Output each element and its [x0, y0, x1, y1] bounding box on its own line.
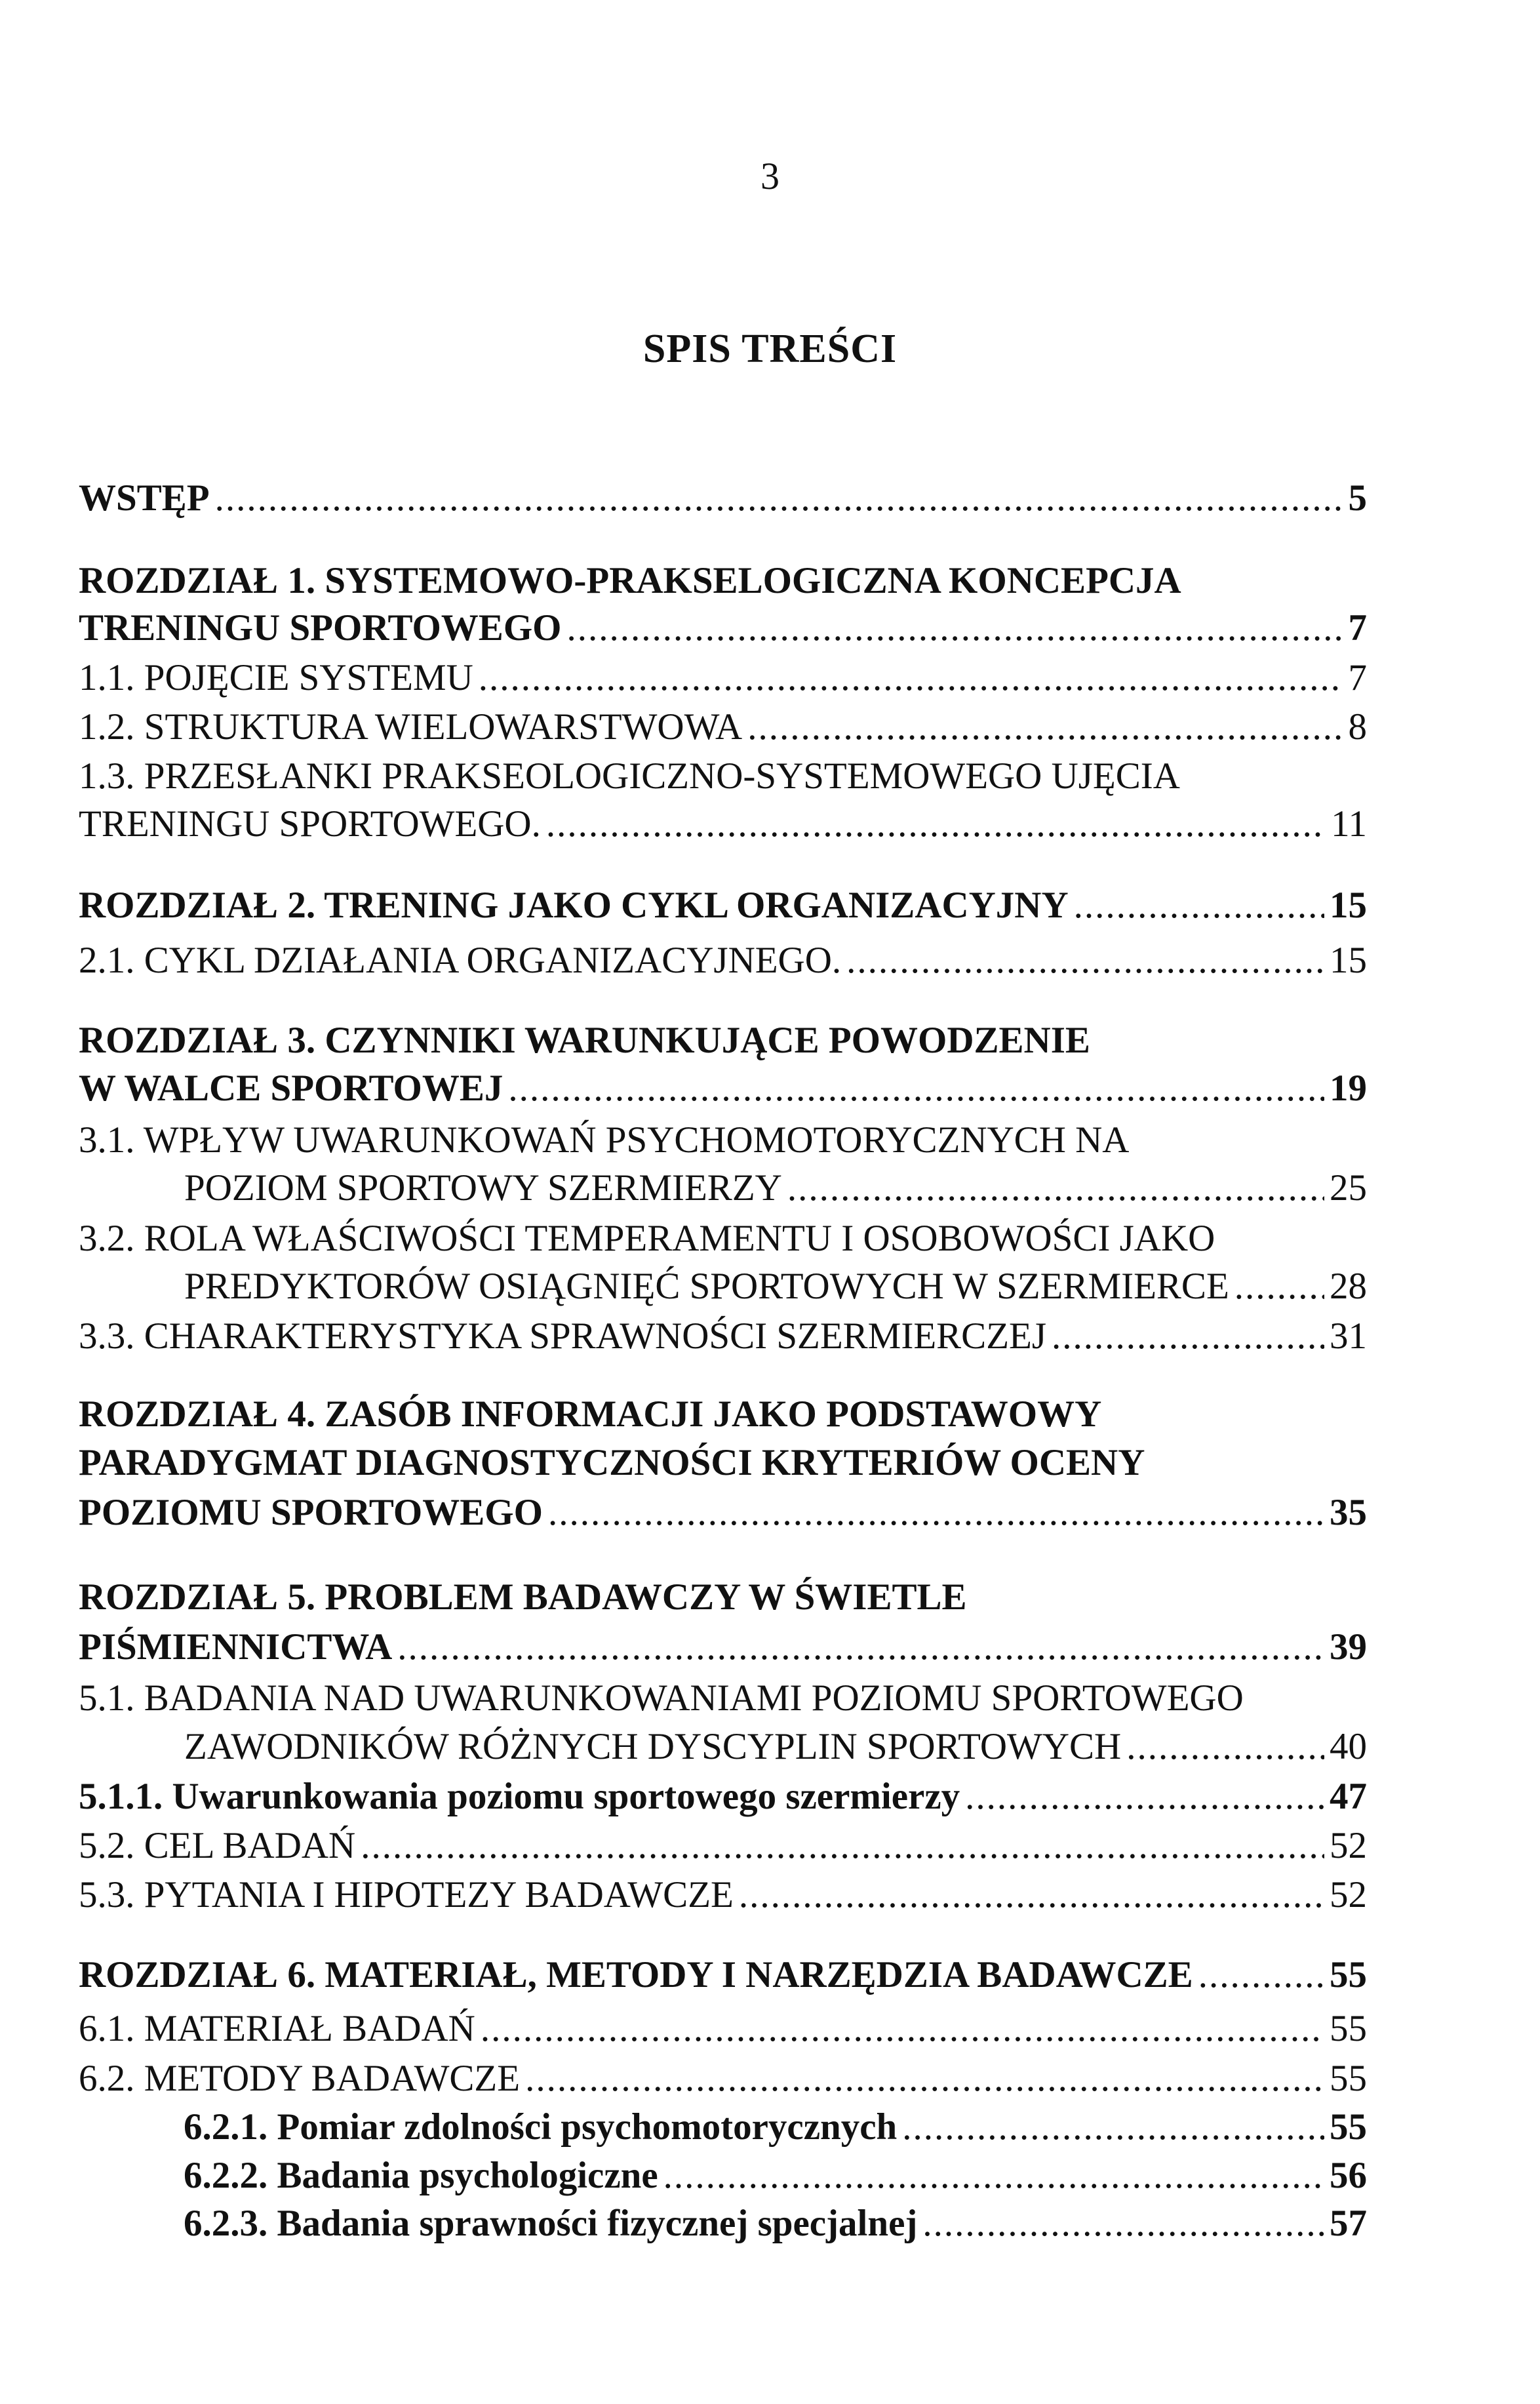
- dot-leader: [508, 1065, 1324, 1112]
- toc-section-3-2-line1[interactable]: 3.2. ROLA WŁAŚCIWOŚCI TEMPERAMENTU I OSOBOWOŚCI JAKO: [79, 1218, 1215, 1259]
- page-number: 3: [760, 155, 780, 197]
- toc-section-3-3[interactable]: [79, 1313, 1367, 1360]
- toc-section-5-2[interactable]: [79, 1822, 1367, 1870]
- dot-leader: [361, 1822, 1324, 1870]
- toc-entry-label: 5.2. CEL BADAŃ: [79, 1825, 356, 1866]
- toc-entry-page: 15: [1330, 940, 1367, 981]
- dot-leader: [965, 1773, 1324, 1820]
- toc-entry-page: 15: [1330, 885, 1367, 926]
- toc-section-5-3[interactable]: [79, 1872, 1367, 1919]
- toc-entry-label: 5.1.1. Uwarunkowania poziomu sportowego szermierzy: [79, 1776, 960, 1817]
- toc-entry-page: 5: [1348, 477, 1367, 519]
- toc-entry-page: 52: [1330, 1874, 1367, 1915]
- toc-entry-page: 11: [1331, 803, 1367, 845]
- toc-entry-page: 57: [1330, 2203, 1367, 2244]
- dot-leader: [397, 1624, 1324, 1671]
- toc-section-1-3[interactable]: [79, 801, 1367, 848]
- toc-entry-label: 6.2.1. Pomiar zdolności psychomotorycznych: [184, 2106, 898, 2148]
- toc-entry-label: 3.3. CHARAKTERYSTYKA SPRAWNOŚCI SZERMIERCZEJ: [79, 1315, 1047, 1357]
- toc-chapter-5-line1[interactable]: ROZDZIAŁ 5. PROBLEM BADAWCZY W ŚWIETLE: [79, 1576, 967, 1618]
- dot-leader: [1052, 1313, 1324, 1360]
- toc-entry-label: 6.2.3. Badania sprawności fizycznej specjalnej: [184, 2203, 918, 2244]
- toc-chapter-1[interactable]: [79, 605, 1367, 652]
- dot-leader: [567, 605, 1343, 652]
- dot-leader: [922, 2200, 1324, 2247]
- toc-section-1-1[interactable]: [79, 654, 1367, 702]
- toc-section-6-1[interactable]: [79, 2005, 1367, 2053]
- toc-chapter-5[interactable]: [79, 1624, 1367, 1671]
- toc-entry-label: ROZDZIAŁ 2. TRENING JAKO CYKL ORGANIZACYJNY: [79, 885, 1069, 926]
- dot-leader: [1234, 1263, 1324, 1310]
- toc-entry-page: 55: [1330, 2058, 1367, 2099]
- toc-chapter-3[interactable]: [79, 1065, 1367, 1112]
- toc-chapter-3-line1[interactable]: ROZDZIAŁ 3. CZYNNIKI WARUNKUJĄCE POWODZENIE: [79, 1020, 1090, 1061]
- toc-entry-page: 7: [1348, 607, 1367, 649]
- toc-entry-page: 39: [1330, 1626, 1367, 1668]
- page-title: SPIS TREŚCI: [642, 327, 898, 371]
- dot-leader: [479, 654, 1343, 702]
- toc-entry-page: 52: [1330, 1825, 1367, 1866]
- toc-section-2-1[interactable]: [79, 937, 1367, 984]
- dot-leader: [525, 2055, 1324, 2102]
- toc-entry-page: 25: [1330, 1167, 1367, 1209]
- toc-entry-page: 40: [1330, 1726, 1367, 1767]
- dot-leader: [902, 2104, 1324, 2151]
- toc-chapter-1-line1[interactable]: ROZDZIAŁ 1. SYSTEMOWO-PRAKSELOGICZNA KONCEPCJA: [79, 560, 1181, 601]
- toc-chapter-4-line2[interactable]: PARADYGMAT DIAGNOSTYCZNOŚCI KRYTERIÓW OCENY: [79, 1442, 1145, 1483]
- toc-entry-page: 35: [1330, 1492, 1367, 1533]
- toc-entry-label: 2.1. CYKL DZIAŁANIA ORGANIZACYJNEGO.: [79, 940, 842, 981]
- dot-leader: [1198, 1952, 1324, 1999]
- toc-chapter-4[interactable]: [79, 1489, 1367, 1536]
- toc-entry-page: 28: [1330, 1266, 1367, 1307]
- dot-leader: [747, 704, 1343, 751]
- dot-leader: [739, 1872, 1324, 1919]
- dot-leader: [663, 2152, 1324, 2199]
- toc-entry-label: PIŚMIENNICTWA: [79, 1626, 393, 1668]
- toc-entry-label: 6.1. MATERIAŁ BADAŃ: [79, 2008, 475, 2049]
- toc-entry-page: 47: [1330, 1776, 1367, 1817]
- toc-section-5-1[interactable]: [184, 1723, 1367, 1771]
- toc-entry-page: 19: [1330, 1068, 1367, 1109]
- toc-entry-introduction[interactable]: [79, 475, 1367, 522]
- toc-chapter-4-line1[interactable]: ROZDZIAŁ 4. ZASÓB INFORMACJI JAKO PODSTAWOWY: [79, 1393, 1102, 1435]
- dot-leader: [548, 1489, 1324, 1536]
- toc-subsection-6-2-2[interactable]: [184, 2152, 1367, 2199]
- toc-subsection-6-2-1[interactable]: [184, 2104, 1367, 2151]
- toc-entry-page: 55: [1330, 1954, 1367, 1995]
- toc-entry-label: W WALCE SPORTOWEJ: [79, 1068, 503, 1109]
- toc-entry-label: PREDYKTORÓW OSIĄGNIĘĆ SPORTOWYCH W SZERMIERCE: [184, 1266, 1229, 1307]
- toc-subsection-5-1-1[interactable]: [79, 1773, 1367, 1820]
- toc-entry-page: 56: [1330, 2155, 1367, 2196]
- toc-section-3-1-line1[interactable]: 3.1. WPŁYW UWARUNKOWAŃ PSYCHOMOTORYCZNYCH NA: [79, 1119, 1130, 1161]
- dot-leader: [1074, 882, 1324, 929]
- dot-leader: [215, 475, 1343, 522]
- dot-leader: [787, 1165, 1324, 1212]
- toc-entry-label: WSTĘP: [79, 477, 210, 519]
- toc-entry-page: 55: [1330, 2008, 1367, 2049]
- toc-section-5-1-line1[interactable]: 5.1. BADANIA NAD UWARUNKOWANIAMI POZIOMU SPORTOWEGO: [79, 1677, 1244, 1719]
- toc-entry-label: POZIOM SPORTOWY SZERMIERZY: [184, 1167, 782, 1209]
- toc-entry-label: TRENINGU SPORTOWEGO.: [79, 803, 541, 845]
- toc-section-1-2[interactable]: [79, 704, 1367, 751]
- toc-entry-page: 31: [1330, 1315, 1367, 1357]
- toc-entry-page: 55: [1330, 2106, 1367, 2148]
- toc-entry-label: ZAWODNIKÓW RÓŻNYCH DYSCYPLIN SPORTOWYCH: [184, 1726, 1122, 1767]
- toc-entry-page: 8: [1348, 706, 1367, 748]
- toc-chapter-2[interactable]: [79, 882, 1367, 929]
- toc-section-1-3-line1[interactable]: 1.3. PRZESŁANKI PRAKSEOLOGICZNO-SYSTEMOWEGO UJĘCIA: [79, 755, 1180, 797]
- toc-section-3-1[interactable]: [184, 1165, 1367, 1212]
- toc-entry-label: 6.2. METODY BADAWCZE: [79, 2058, 521, 2099]
- toc-section-3-2[interactable]: [184, 1263, 1367, 1310]
- toc-chapter-6[interactable]: [79, 1952, 1367, 1999]
- toc-entry-label: 5.3. PYTANIA I HIPOTEZY BADAWCZE: [79, 1874, 734, 1915]
- dot-leader: [481, 2005, 1324, 2053]
- toc-entry-label: 6.2.2. Badania psychologiczne: [184, 2155, 658, 2196]
- toc-subsection-6-2-3[interactable]: [184, 2200, 1367, 2247]
- dot-leader: [546, 801, 1326, 848]
- dot-leader: [846, 937, 1324, 984]
- toc-entry-label: ROZDZIAŁ 6. MATERIAŁ, METODY I NARZĘDZIA BADAWCZE: [79, 1954, 1193, 1995]
- toc-entry-label: 1.1. POJĘCIE SYSTEMU: [79, 657, 473, 698]
- toc-entry-label: POZIOMU SPORTOWEGO: [79, 1492, 543, 1533]
- toc-entry-label: 1.2. STRUKTURA WIELOWARSTWOWA: [79, 706, 743, 748]
- toc-entry-page: 7: [1348, 657, 1367, 698]
- toc-entry-label: TRENINGU SPORTOWEGO: [79, 607, 562, 649]
- toc-section-6-2[interactable]: [79, 2055, 1367, 2102]
- dot-leader: [1126, 1723, 1324, 1771]
